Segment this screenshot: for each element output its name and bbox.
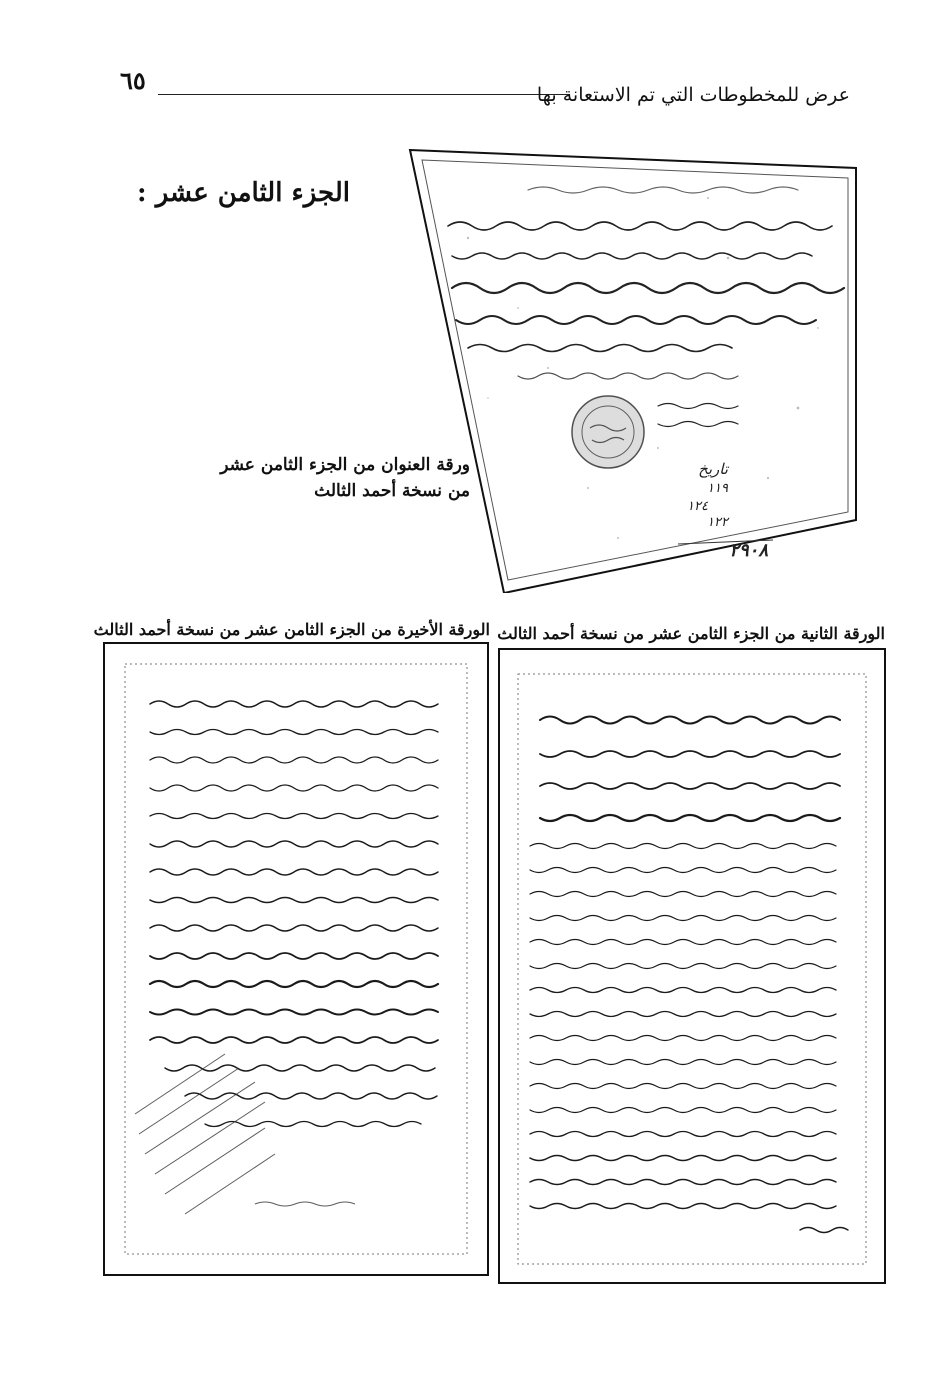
title-page-scan xyxy=(408,148,858,593)
last-page-caption: الورقة الأخيرة من الجزء الثامن عشر من نسخة أحمد الثالث xyxy=(93,620,490,639)
page-number: ٦٥ xyxy=(120,66,146,95)
library-seal xyxy=(572,396,644,468)
last-page-image xyxy=(103,642,489,1276)
stamp-line: ١٢٤ xyxy=(687,499,708,514)
marginal-notes xyxy=(135,1054,355,1214)
running-header xyxy=(110,66,850,106)
stamp-line: ١١٩ xyxy=(707,481,728,496)
title-page-image xyxy=(408,148,858,593)
title-page-caption-line: من نسخة أحمد الثالث xyxy=(314,481,470,501)
title-page-caption xyxy=(220,452,470,504)
handwriting-lines xyxy=(530,717,848,1233)
last-page-scan xyxy=(105,644,487,1274)
running-title: عرض للمخطوطات التي تم الاستعانة بها xyxy=(536,84,850,106)
shelf-number: ٢٩٠٨ xyxy=(729,540,768,561)
second-page-scan xyxy=(500,650,884,1282)
title-page-caption-line: ورقة العنوان من الجزء الثامن عشر xyxy=(220,455,470,475)
second-page-image xyxy=(498,648,886,1284)
second-page-caption: الورقة الثانية من الجزء الثامن عشر من نسخة أحمد الثالث xyxy=(497,624,885,643)
stamp-line: ١٢٢ xyxy=(707,515,728,530)
header-rule xyxy=(158,94,570,95)
handwriting-lines xyxy=(150,701,438,1127)
stamp-line: تاريخ xyxy=(698,460,728,478)
section-title: الجزء الثامن عشر : xyxy=(137,178,350,208)
